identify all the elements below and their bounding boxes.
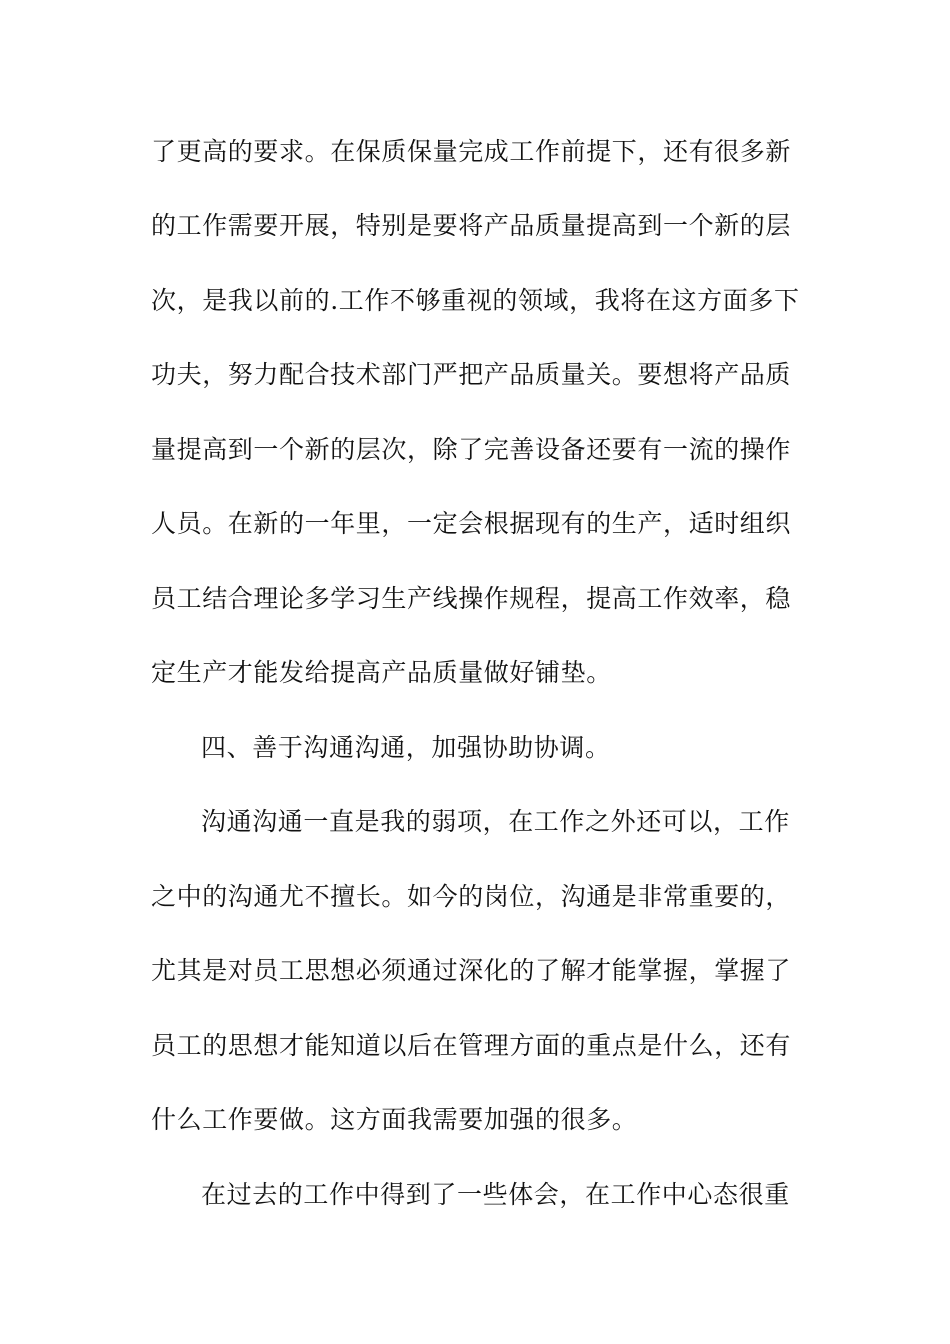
paragraph-line: 沟通沟通一直是我的弱项，在工作之外还可以，工作: [201, 807, 790, 836]
section-heading: 四、善于沟通沟通，加强协助协调。: [201, 733, 611, 762]
paragraph-line: 之中的沟通尤不擅长。如今的岗位，沟通是非常重要的，: [151, 882, 792, 911]
paragraph-line: 在过去的工作中得到了一些体会，在工作中心态很重: [201, 1180, 790, 1209]
paragraph-line: 什么工作要做。这方面我需要加强的很多。: [151, 1105, 638, 1134]
paragraph-line: 尤其是对员工思想必须通过深化的了解才能掌握，掌握了: [151, 956, 792, 985]
paragraph-line: 定生产才能发给提高产品质量做好铺垫。: [151, 658, 612, 687]
paragraph-line: 功夫，努力配合技术部门严把产品质量关。要想将产品质: [151, 360, 792, 389]
paragraph-line: 人员。在新的一年里，一定会根据现有的生产，适时组织: [151, 509, 792, 538]
paragraph-line: 次，是我以前的.工作不够重视的领域，我将在这方面多下: [151, 286, 800, 315]
paragraph-line: 的工作需要开展，特别是要将产品质量提高到一个新的层: [151, 211, 792, 240]
paragraph-line: 员工的思想才能知道以后在管理方面的重点是什么，还有: [151, 1031, 792, 1060]
paragraph-line: 了更高的要求。在保质保量完成工作前提下，还有很多新: [151, 137, 792, 166]
paragraph-line: 量提高到一个新的层次，除了完善设备还要有一流的操作: [151, 435, 792, 464]
paragraph-line: 员工结合理论多学习生产线操作规程，提高工作效率，稳: [151, 584, 792, 613]
